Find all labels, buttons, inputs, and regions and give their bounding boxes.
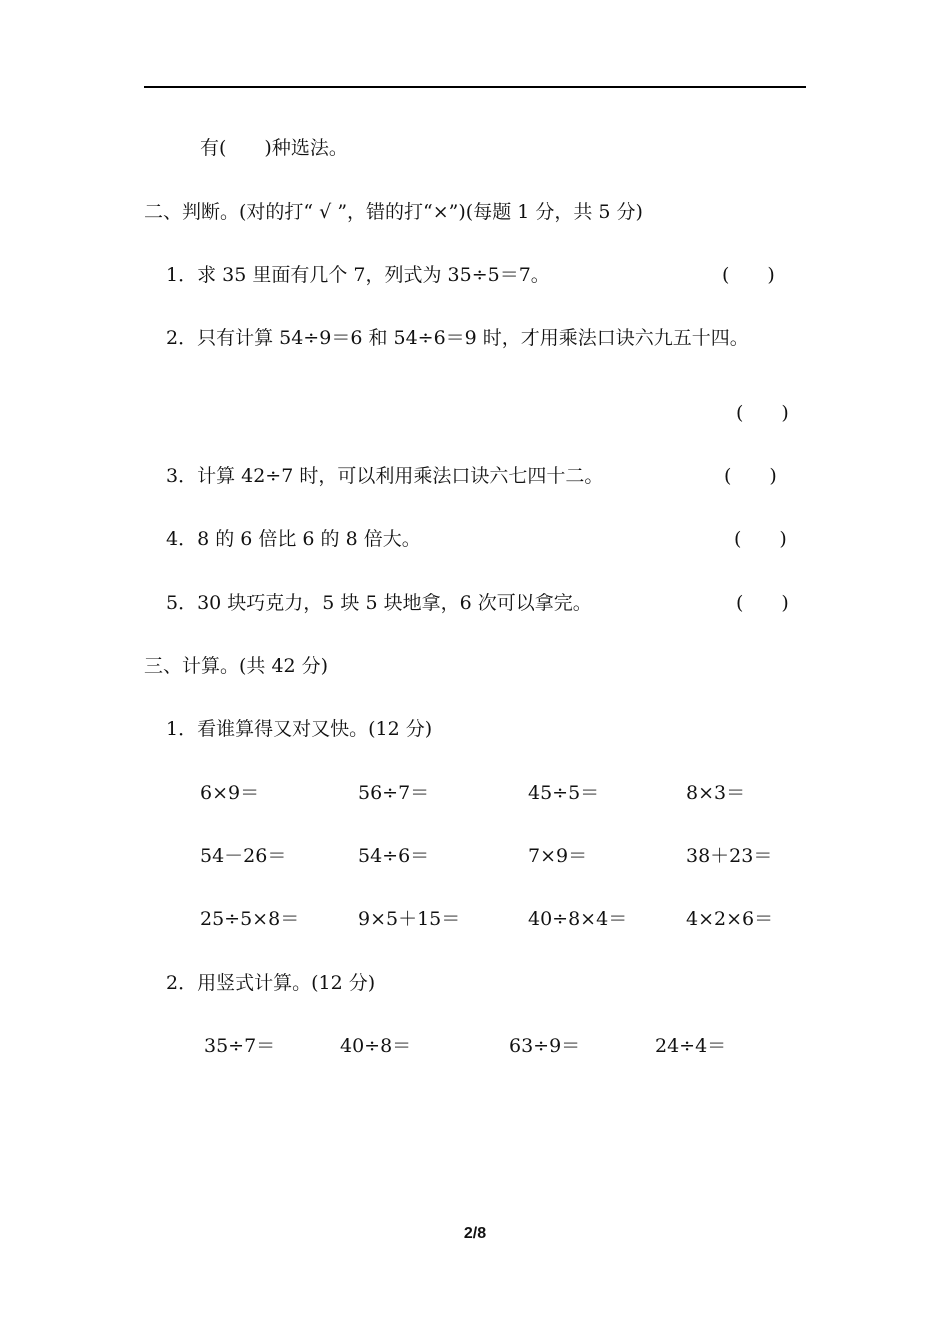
judge-item-5: 5．30 块巧克力，5 块 5 块地拿，6 次可以拿完。 [166, 592, 592, 614]
carryover-line: 有( )种选法。 [200, 137, 348, 159]
calc-expr: 54－26＝ [200, 845, 287, 867]
vertical-calc-expr: 63÷9＝ [509, 1035, 581, 1057]
judge-item-4: 4．8 的 6 倍比 6 的 8 倍大。 [166, 528, 421, 550]
calc-expr: 4×2×6＝ [686, 908, 774, 930]
section2-title: 二、判断。(对的打“ √ ”，错的打“×”)(每题 1 分，共 5 分) [144, 201, 643, 223]
header-rule [144, 86, 806, 88]
vertical-calc-expr: 35÷7＝ [204, 1035, 276, 1057]
judge-answer-3: ( ) [724, 465, 777, 487]
judge-item-2: 2．只有计算 54÷9＝6 和 54÷6＝9 时，才用乘法口诀六九五十四。 [166, 327, 749, 349]
calc-expr: 54÷6＝ [358, 845, 430, 867]
calc-q2-title: 2．用竖式计算。(12 分) [166, 972, 376, 994]
judge-answer-5: ( ) [736, 592, 789, 614]
calc-expr: 25÷5×8＝ [200, 908, 300, 930]
judge-answer-2: ( ) [736, 402, 789, 424]
calc-expr: 45÷5＝ [528, 782, 600, 804]
calc-expr: 56÷7＝ [358, 782, 430, 804]
page-number: 2/8 [463, 1225, 487, 1242]
vertical-calc-expr: 24÷4＝ [655, 1035, 727, 1057]
calc-expr: 8×3＝ [686, 782, 746, 804]
section3-title: 三、计算。(共 42 分) [144, 655, 329, 677]
vertical-calc-expr: 40÷8＝ [340, 1035, 412, 1057]
judge-answer-1: ( ) [722, 264, 775, 286]
judge-item-3: 3．计算 42÷7 时，可以利用乘法口诀六七四十二。 [166, 465, 604, 487]
calc-expr: 40÷8×4＝ [528, 908, 628, 930]
calc-expr: 6×9＝ [200, 782, 260, 804]
calc-expr: 9×5＋15＝ [358, 908, 461, 930]
calc-expr: 7×9＝ [528, 845, 588, 867]
judge-item-1: 1．求 35 里面有几个 7，列式为 35÷5＝7。 [166, 264, 550, 286]
judge-answer-4: ( ) [734, 528, 787, 550]
calc-expr: 38＋23＝ [686, 845, 773, 867]
calc-q1-title: 1．看谁算得又对又快。(12 分) [166, 718, 433, 740]
